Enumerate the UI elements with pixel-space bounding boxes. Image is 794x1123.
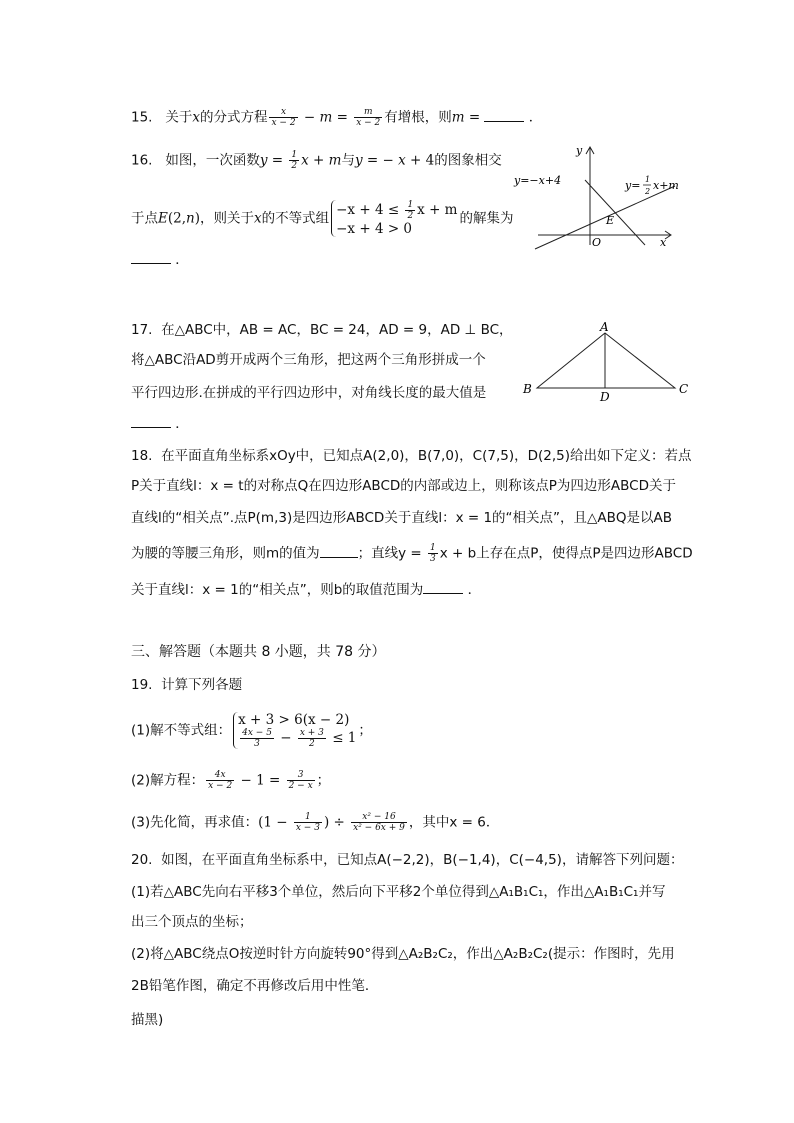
question-19-part-2: (2)解方程： $\frac{4x}{x - 2}$ − 1 = $\frac{3}{2 - x}$ ；	[131, 770, 331, 791]
fraction: $\frac{4x}{x - 2}$	[208, 770, 233, 791]
line2-frac-den: 2	[645, 187, 651, 196]
question-18-line-1: 18. 在平面直角坐标系xOy中，已知点A(2,0)，B(7,0)，C(7,5)，D(2,5)给出如下定义：若点	[131, 448, 692, 464]
question-19-part-3: (3)先化简，再求值：(1 − $\frac{1}{x - 3}$ ) ÷ $\frac{\text{x² − 16}}{\text{x² − 6x + 9}}$ ，其中x = 6．	[131, 812, 500, 833]
q16-number: 16.	[131, 152, 153, 169]
line-positive-slope	[535, 186, 675, 249]
question-20-line-3: 出三个顶点的坐标；	[131, 914, 253, 930]
question-16-line-3: ．	[131, 250, 189, 270]
question-19-title: 19. 计算下列各题	[131, 677, 243, 693]
answer-blank[interactable]	[320, 544, 358, 558]
question-19-part-1: (1)解不等式组： x + 3 > 6(x − 2) $\frac{4x - 5}{3}$ − $\frac{x + 3}{2}$ ≤ 1 ；	[131, 712, 372, 749]
label-d: D	[600, 390, 610, 403]
q20-number: 20.	[131, 852, 153, 868]
answer-blank[interactable]	[423, 580, 463, 594]
q17-number: 17.	[131, 322, 153, 338]
fraction: $\frac{1}{3}$	[430, 543, 436, 564]
fraction: $\frac{\text{x² − 16}}{\text{x² − 6x + 9}}$	[353, 812, 405, 833]
question-20-line-6: 描黑)	[131, 1012, 164, 1028]
answer-blank[interactable]	[484, 108, 524, 122]
inequality-system: x + 3 > 6(x − 2) $\frac{4x - 5}{3}$ − $\frac{x + 3}{2}$ ≤ 1	[233, 712, 356, 749]
label-c: C	[679, 382, 689, 396]
point-e-label: E	[606, 214, 615, 227]
fraction: $\frac{m}{x - 2}$	[356, 107, 381, 128]
q19-number: 19.	[131, 677, 153, 693]
question-17-line-1: 17. 在△ABC中，AB = AC，BC = 24，AD = 9，AD ⊥ BC，	[131, 322, 513, 338]
line1-label: y=−x+4	[514, 174, 562, 187]
question-20-line-2: (1)若△ABC先向右平移3个单位，然后向下平移2个单位得到△A₁B₁C₁，作出△A₁B₁C₁并写	[131, 884, 666, 900]
q16-graph	[510, 140, 700, 250]
answer-blank[interactable]	[131, 250, 171, 264]
question-20-line-1: 20. 如图，在平面直角坐标系中，已知点A(−2,2)，B(−1,4)，C(−4,5)，请解答下列问题：	[131, 852, 684, 868]
q15-number: 15.	[131, 109, 153, 126]
question-18-line-3: 直线l的“相关点”.点P(m,3)是四边形ABCD关于直线l：x = 1的“相关点”，且△ABQ是以AB	[131, 510, 673, 526]
fraction: $\frac{1}{x - 3}$	[295, 812, 320, 833]
question-16-line-1: 16. 如图，一次函数y = $\frac{1}{2}$ x + m与y = − x + 4的图象相交	[131, 150, 502, 171]
question-18-line-2: P关于直线l：x = t的对称点Q在四边形ABCD的内部或边上，则称该点P为四边形ABCD关于	[131, 478, 676, 494]
question-17-line-4: ．	[131, 414, 189, 434]
question-18-line-5: 关于直线l：x = 1的“相关点”，则b的取值范围为 ．	[131, 582, 482, 598]
label-a: A	[600, 320, 609, 334]
question-17-line-3: 平行四边形.在拼成的平行四边形中，对角线长度的最大值是	[131, 385, 487, 401]
fraction: $\frac{1}{2}$	[291, 150, 298, 171]
question-20-line-5: 2B铅笔作图，确定不再修改后用中性笔．	[131, 978, 379, 994]
question-20-line-4: (2)将△ABC绕点O按逆时针方向旋转90°得到△A₂B₂C₂，作出△A₂B₂C₂(提示：作图时，先用	[131, 946, 675, 962]
question-18-line-4: 为腰的等腰三角形，则m的值为 ；直线y = $\frac{1}{3}$ x + b上存在点P，使得点P是四边形ABCD	[131, 543, 693, 564]
inequality-system: −x + 4 ≤ $\frac{1}{2}$ x + m −x + 4 > 0	[331, 200, 457, 237]
answer-blank[interactable]	[131, 414, 171, 428]
q18-number: 18.	[131, 448, 153, 464]
question-17-line-2: 将△ABC沿AD剪开成两个三角形，把这两个三角形拼成一个	[131, 352, 486, 368]
line2-label-post: x+m	[653, 179, 679, 192]
fraction: $\frac{x}{x - 2}$	[271, 107, 296, 128]
question-15: 15. 关于x的分式方程 $\frac{x}{x - 2}$ − m = $\frac{m}{x - 2}$ 有增根，则m = ．	[131, 107, 543, 128]
triangle-abc	[537, 333, 675, 388]
q17-triangle-figure	[515, 318, 695, 403]
label-b: B	[523, 382, 532, 396]
section-3-heading: 三、解答题（本题共 8 小题，共 78 分）	[131, 644, 386, 660]
fraction: $\frac{3}{2 - x}$	[288, 770, 313, 791]
y-axis-label: y	[576, 144, 583, 157]
question-16-line-2: 于点E(2,n)，则关于x的不等式组 −x + 4 ≤ $\frac{1}{2}$ x + m −x + 4 > 0 的解集为	[131, 200, 514, 237]
line2-frac-num: 1	[645, 175, 651, 184]
line2-label-pre: y=	[625, 179, 641, 192]
x-axis-label: x	[660, 236, 667, 249]
origin-label: O	[592, 236, 602, 249]
